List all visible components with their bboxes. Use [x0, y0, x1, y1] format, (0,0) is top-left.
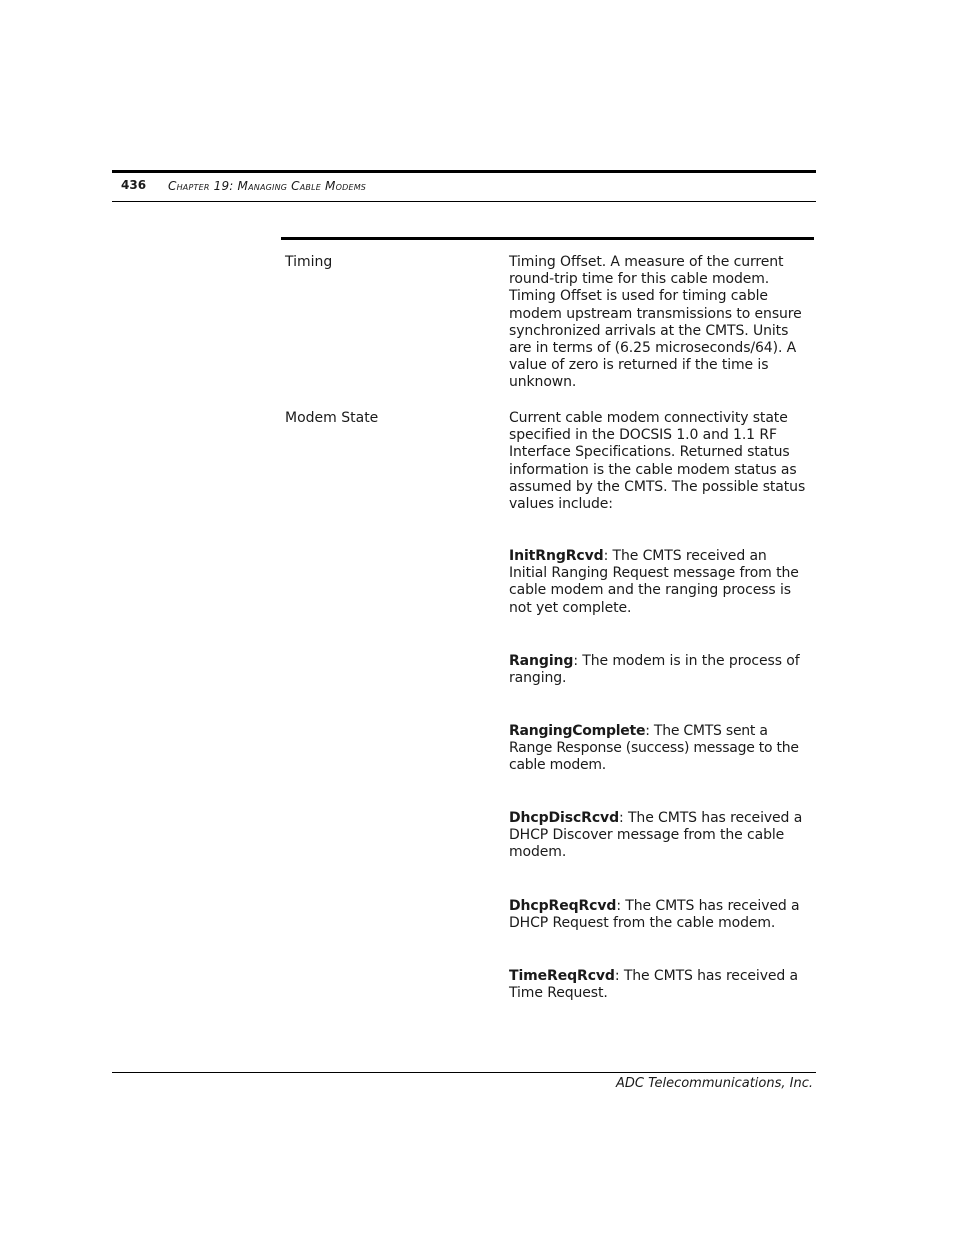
state-text: : The CMTS has received a Time Request.	[509, 968, 799, 1002]
state-item-dhcpdiscrcvd	[509, 810, 809, 862]
table-top-rule	[281, 237, 814, 240]
footer-rule	[112, 1072, 816, 1073]
state-text: : The CMTS has received a DHCP Request from the cable modem.	[509, 898, 800, 932]
footer-company: ADC Telecommunications, Inc.	[616, 1076, 813, 1091]
state-item-initrngrcvd	[509, 548, 809, 617]
description-timing: Timing Offset. A measure of the current round-trip time for this cable modem. Timing Offset is used for timing cable modem upstream transmissions to ensure synchronized arrivals at the CMTS. Units are in terms of (6.25 microseconds/64). A value of zero is returned if the time is unknown.	[509, 254, 802, 391]
header-bottom-rule	[112, 201, 816, 202]
state-name: DhcpReqRcvd	[509, 898, 617, 914]
chapter-title: Chapter 19: Managing Cable Modems	[168, 179, 367, 193]
state-text: : The CMTS has received a DHCP Discover message from the cable modem.	[509, 810, 803, 861]
state-item-dhcpreqrcvd	[509, 898, 809, 932]
term-modem-state: Modem State	[285, 410, 379, 426]
state-text: : The modem is in the process of ranging.	[509, 653, 800, 687]
state-name: TimeReqRcvd	[509, 968, 615, 984]
term-timing: Timing	[285, 254, 333, 270]
page-number: 436	[121, 178, 147, 192]
state-name: RangingComplete	[509, 723, 646, 739]
state-name: InitRngRcvd	[509, 548, 604, 564]
state-text: : The CMTS sent a Range Response (success) message to the cable modem.	[509, 723, 799, 774]
state-text: : The CMTS received an Initial Ranging Request message from the cable modem and the ranging process is not yet complete.	[509, 548, 799, 616]
state-name: DhcpDiscRcvd	[509, 810, 619, 826]
state-item-ranging	[509, 653, 809, 687]
description-modem-state: Current cable modem connectivity state specified in the DOCSIS 1.0 and 1.1 RF Interface Specifications. Returned status information is the cable modem status as assumed by the CMTS. The possible status values include:	[509, 410, 806, 513]
state-item-timereqrcvd	[509, 968, 809, 1002]
state-item-rangingcomplete	[509, 723, 809, 775]
header-top-rule	[112, 170, 816, 173]
state-name: Ranging	[509, 653, 574, 669]
